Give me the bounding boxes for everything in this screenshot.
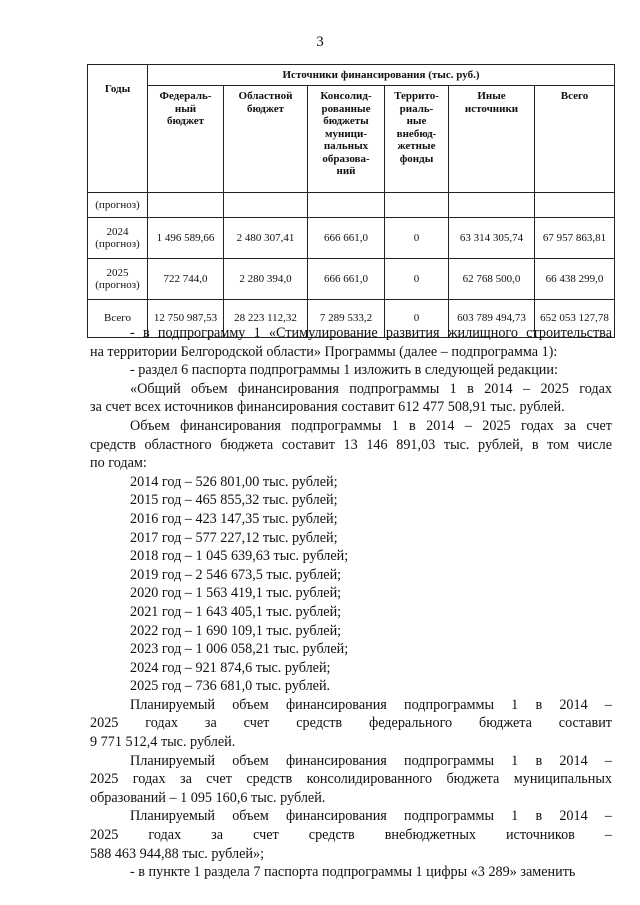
column-header-line: бюджеты <box>323 115 369 127</box>
column-header-line: ный <box>174 102 197 115</box>
cell-value: 2 280 394,0 <box>224 259 308 300</box>
cell-value: 0 <box>385 218 449 259</box>
table-row <box>88 218 615 259</box>
column-header-line: риаль- <box>399 102 434 115</box>
column-header-line: Консолид- <box>320 90 372 102</box>
paragraph: 2025 годах за счет средств федерального бюджета составит <box>90 715 612 732</box>
column-header-line: Федераль- <box>159 90 212 102</box>
year-amount-item: 2024 год – 921 874,6 тыс. рублей; <box>130 659 331 676</box>
paragraph: по годам: <box>90 455 147 472</box>
paragraph: образований – 1 095 160,6 тыс. рублей. <box>90 789 326 806</box>
cell-value: 67 957 863,81 <box>535 218 615 259</box>
year-amount-item: 2021 год – 1 643 405,1 тыс. рублей; <box>130 603 342 620</box>
prog-label: (прогноз) <box>88 193 148 218</box>
cell-value: 652 053 127,78 <box>535 300 615 338</box>
column-header-line: ные <box>406 115 427 127</box>
paragraph: 2025 годах за счет средств консолидированного бюджета муниципальных <box>90 771 612 788</box>
year-amount-item: 2016 год – 423 147,35 тыс. рублей; <box>130 510 338 527</box>
financing-table <box>87 64 615 338</box>
paragraph: 2025 годах за счет средств внебюджетных источников – <box>90 827 612 844</box>
paragraph: 9 771 512,4 тыс. рублей. <box>90 734 236 751</box>
cell-value: 63 314 305,74 <box>449 218 535 259</box>
cell-value: 1 496 589,66 <box>148 218 224 259</box>
row-year: Всего <box>88 300 148 338</box>
year-amount-item: 2018 год – 1 045 639,63 тыс. рублей; <box>130 548 349 565</box>
col-header-municipal <box>308 86 385 193</box>
column-header-line: рованные <box>321 102 371 115</box>
col-header-federal <box>148 86 224 193</box>
paragraph: за счет всех источников финансирования составит 612 477 508,91 тыс. рублей. <box>90 399 565 416</box>
cell-value: 62 768 500,0 <box>449 259 535 300</box>
year-amount-item: 2023 год – 1 006 058,21 тыс. рублей; <box>130 641 349 658</box>
paragraph: - в пункте 1 раздела 7 паспорта подпрограммы 1 цифры «3 289» заменить <box>130 864 576 881</box>
page-number: 3 <box>316 34 324 50</box>
column-header-line: бюджет <box>247 102 284 115</box>
paragraph: Планируемый объем финансирования подпрограммы 1 в 2014 – <box>130 696 612 713</box>
column-header-line: Иные <box>477 90 506 102</box>
paragraph: Планируемый объем финансирования подпрограммы 1 в 2014 – <box>130 808 612 825</box>
column-headers <box>88 86 615 193</box>
cell-value: 0 <box>385 300 449 338</box>
col-header-funds <box>385 86 449 193</box>
table-row <box>88 259 615 300</box>
column-header-line: бюджет <box>167 115 204 127</box>
paragraph: Объем финансирования подпрограммы 1 в 2014 – 2025 годах за счет <box>130 417 612 434</box>
col-header-regional <box>224 86 308 193</box>
cell-value: 722 744,0 <box>148 259 224 300</box>
col-header-total <box>535 86 615 193</box>
cell-value: 2 480 307,41 <box>224 218 308 259</box>
paragraph: - в подпрограмму 1 «Стимулирование развития жилищного строительства <box>130 325 612 341</box>
cell-value: 0 <box>385 259 449 300</box>
paragraph: «Общий объем финансирования подпрограммы 1 в 2014 – 2025 годах <box>130 380 612 397</box>
cell-value: 66 438 299,0 <box>535 259 615 300</box>
column-header-line: ний <box>336 165 356 177</box>
column-header-line: образова- <box>322 152 370 165</box>
cell-value: 28 223 112,32 <box>224 300 308 338</box>
year-list <box>90 473 612 696</box>
column-header-line: Областной <box>238 90 293 102</box>
paragraph: - раздел 6 паспорта подпрограммы 1 изложить в следующей редакции: <box>130 362 558 379</box>
column-header-line: внебюд- <box>396 127 437 140</box>
year-amount-item: 2019 год – 2 546 673,5 тыс. рублей; <box>130 566 342 583</box>
column-header-line: Всего <box>560 90 589 102</box>
cell-value: 666 661,0 <box>308 218 385 259</box>
column-header-line: жетные <box>397 140 436 152</box>
column-header-line: источники <box>464 102 519 115</box>
paragraph: на территории Белгородской области» Программы (далее – подпрограмма 1): <box>90 343 558 360</box>
body-text <box>90 324 612 882</box>
row-year: 2025 (прогноз) <box>88 259 148 300</box>
paragraph: 588 463 944,88 тыс. рублей»; <box>90 845 265 862</box>
paragraph: средств областного бюджета составит 13 146 891,03 тыс. рублей, в том числе <box>90 436 612 453</box>
year-amount-item: 2014 год – 526 801,00 тыс. рублей; <box>130 473 338 490</box>
year-amount-item: 2017 год – 577 227,12 тыс. рублей; <box>130 529 338 546</box>
column-header-line: муници- <box>324 127 367 140</box>
year-amount-item: 2020 год – 1 563 419,1 тыс. рублей; <box>130 585 342 602</box>
cell-value: 603 789 494,73 <box>449 300 535 338</box>
year-amount-item: 2022 год – 1 690 109,1 тыс. рублей; <box>130 622 342 639</box>
cell-value: 666 661,0 <box>308 259 385 300</box>
table-row-prog <box>88 193 615 218</box>
sources-header: Источники финансирования (тыс. руб.) <box>148 65 615 86</box>
column-header-line: фонды <box>399 152 434 165</box>
cell-value: 12 750 987,53 <box>148 300 224 338</box>
col-header-other <box>449 86 535 193</box>
year-amount-item: 2025 год – 736 681,0 тыс. рублей. <box>130 678 331 695</box>
column-header-line: Террито- <box>394 90 439 102</box>
year-amount-item: 2015 год – 465 855,32 тыс. рублей; <box>130 492 338 509</box>
cell-value: 7 289 533,2 <box>308 300 385 338</box>
paragraph: Планируемый объем финансирования подпрограммы 1 в 2014 – <box>130 752 612 769</box>
years-header: Годы <box>88 65 148 193</box>
row-year: 2024 (прогноз) <box>88 218 148 259</box>
column-header-line: пальных <box>323 140 369 152</box>
